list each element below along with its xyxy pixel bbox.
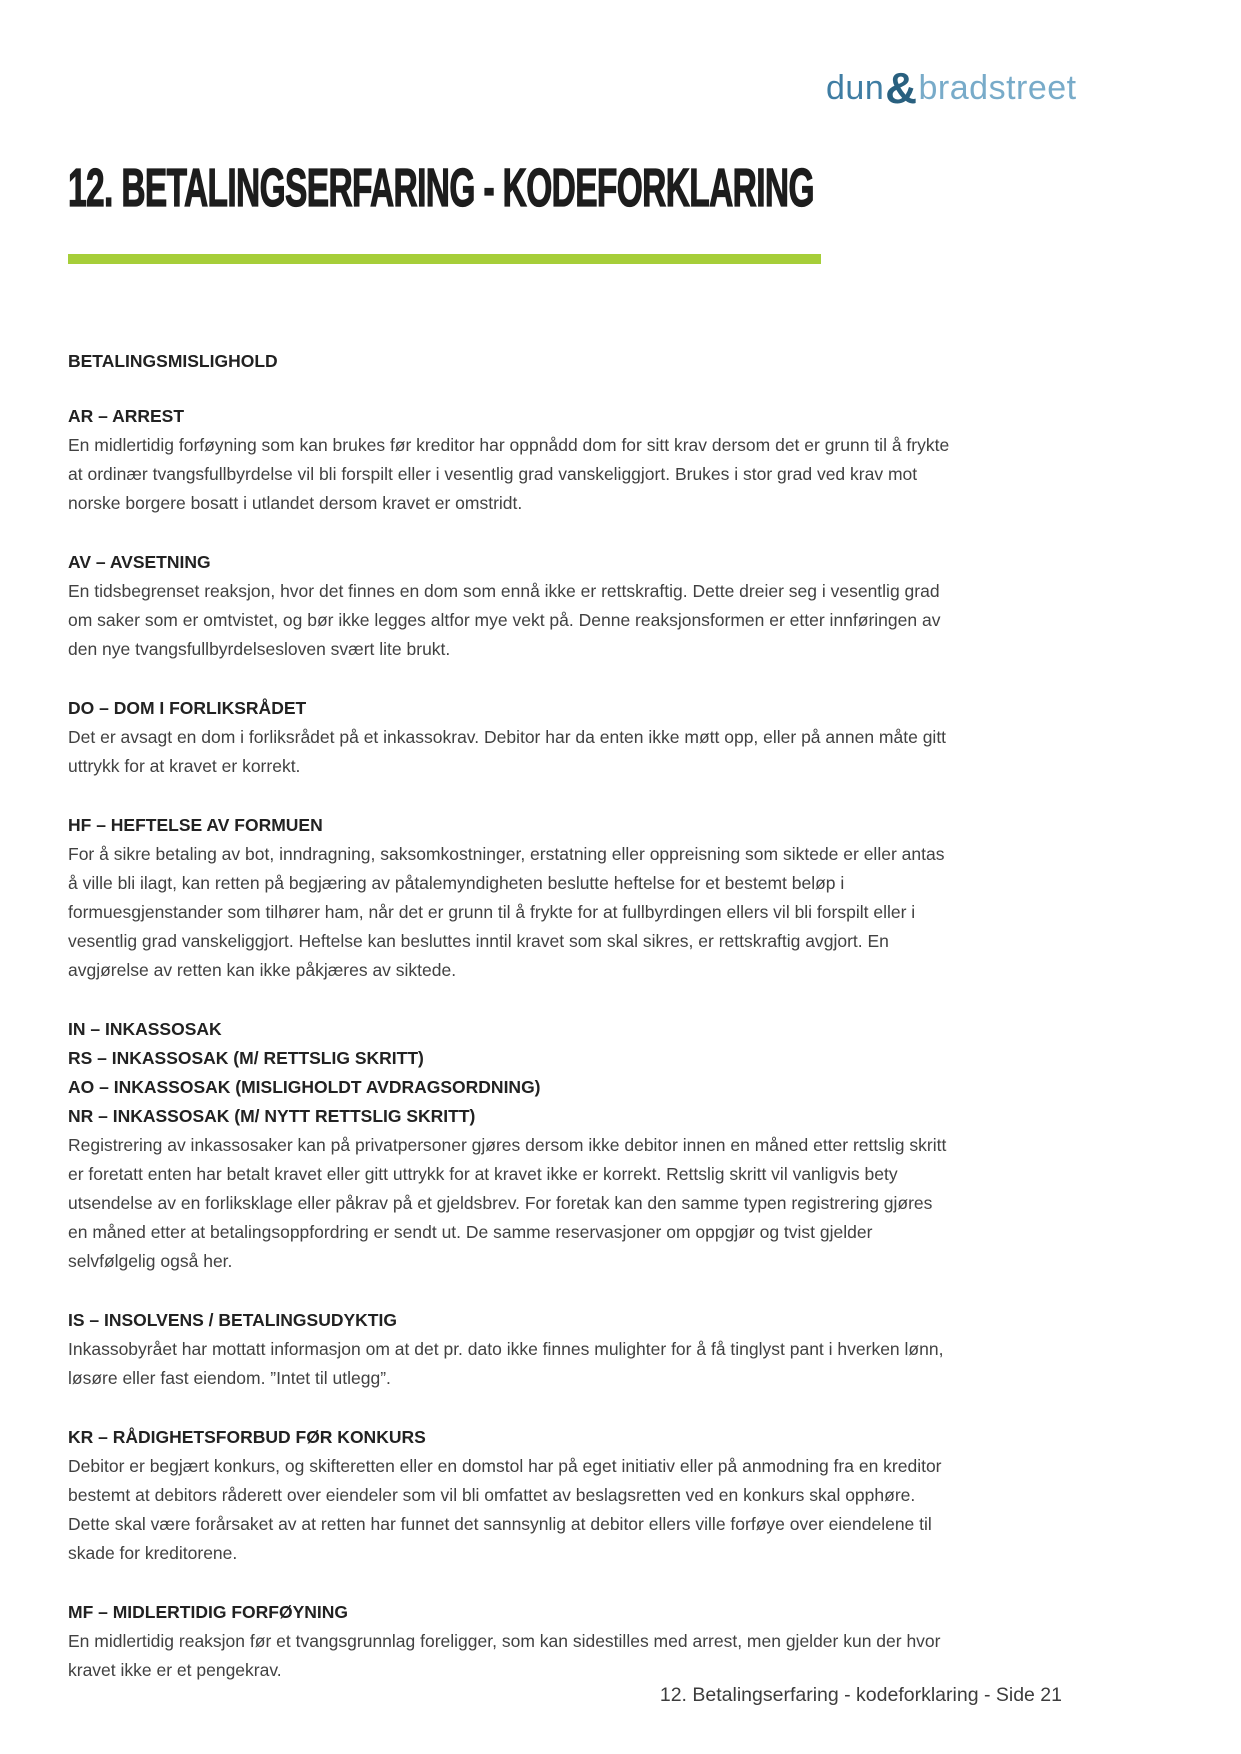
code-entry-av [68, 548, 953, 664]
dun-bradstreet-logo [826, 64, 1077, 113]
code-heading: KR – RÅDIGHETSFORBUD FØR KONKURS [68, 1427, 426, 1447]
code-description: For å sikre betaling av bot, inndragning, saksomkostninger, erstatning eller oppreisning som siktede er eller antas å ville bli ilagt, kan retten på begjæring av påtalemyndigheten beslutte heftelse for et bestemt beløp i formuesgjenstander som tilhører ham, når det er grunn til å frykte for at fullbyrdingen ellers vil bli forspilt eller i vesentlig grad vanskeliggjort. Heftelse kan besluttes inntil kravet som skal sikres, er rettskraftig avgjort. En avgjørelse av retten kan ikke påkjæres av siktede. [68, 844, 945, 980]
document-body [68, 158, 953, 1685]
code-description: Det er avsagt en dom i forliksrådet på et inkassokrav. Debitor har da enten ikke møtt opp, eller på annen måte gitt uttrykk for at kravet er korrekt. [68, 727, 947, 776]
page-footer: 12. Betalingserfaring - kodeforklaring - Side 21 [659, 1684, 1062, 1706]
code-description: En midlertidig reaksjon før et tvangsgrunnlag foreligger, som kan sidestilles med arrest, men gjelder kun der hvor kravet ikke er et pengekrav. [68, 1631, 941, 1680]
code-entry-kr [68, 1423, 953, 1568]
page-title: 12. BETALINGSERFARING - KODEFORKLARING [68, 158, 814, 218]
code-heading: AV – AVSETNING [68, 552, 211, 572]
section-label: BETALINGSMISLIGHOLD [68, 351, 278, 371]
code-description: En tidsbegrenset reaksjon, hvor det finnes en dom som ennå ikke er rettskraftig. Dette dreier seg i vesentlig grad om saker som er omtvistet, og bør ikke legges altfor mye vekt på. Denne reaksjonsformen er etter innføringen av den nye tvangsfullbyrdelsesloven svært lite brukt. [68, 581, 941, 659]
code-heading: DO – DOM I FORLIKSRÅDET [68, 698, 307, 718]
title-accent-rule [68, 254, 821, 264]
logo-text-dun: dun [826, 69, 885, 107]
code-heading: IS – INSOLVENS / BETALINGSUDYKTIG [68, 1310, 397, 1330]
code-heading: MF – MIDLERTIDIG FORFØYNING [68, 1602, 348, 1622]
code-heading: AO – INKASSOSAK (MISLIGHOLDT AVDRAGSORDNING) [68, 1077, 541, 1097]
code-entry-do [68, 694, 953, 781]
logo-text-bradstreet: bradstreet [918, 69, 1077, 107]
code-heading: IN – INKASSOSAK [68, 1019, 222, 1039]
code-heading: HF – HEFTELSE AV FORMUEN [68, 815, 323, 835]
code-description: Inkassobyrået har mottatt informasjon om at det pr. dato ikke finnes mulighter for å få tinglyst pant i hverken lønn, løsøre eller fast eiendom. ”Intet til utlegg”. [68, 1339, 944, 1388]
code-description: Registrering av inkassosaker kan på privatpersoner gjøres dersom ikke debitor innen en måned etter rettslig skritt er foretatt enten har betalt kravet eller gitt uttrykk for at kravet ikke er korrekt. Rettslig skritt vil vanligvis bety utsendelse av en forliksklage eller påkrav på et gjeldsbrev. For foretak kan den samme typen registrering gjøres en måned etter at betalingsoppfordring er sendt ut. De samme reservasjoner om oppgjør og tvist gjelder selvfølgelig også her. [68, 1135, 947, 1271]
code-heading: NR – INKASSOSAK (M/ NYTT RETTSLIG SKRITT) [68, 1106, 476, 1126]
code-heading: RS – INKASSOSAK (M/ RETTSLIG SKRITT) [68, 1048, 424, 1068]
code-entry-inkasso [68, 1015, 953, 1276]
code-description: Debitor er begjært konkurs, og skifteretten eller en domstol har på eget initiativ eller på anmodning fra en kreditor bestemt at debitors råderett over eiendeler som vil bli omfattet av beslagsretten ved en konkurs skal opphøre. Dette skal være forårsaket av at retten har funnet det sannsynlig at debitor ellers ville forføye over eiendelene til skade for kreditorene. [68, 1456, 942, 1563]
code-heading: AR – ARREST [68, 406, 185, 426]
code-entry-ar [68, 402, 953, 518]
logo-ampersand-icon: & [885, 64, 918, 113]
code-entry-hf [68, 811, 953, 985]
code-entry-is [68, 1306, 953, 1393]
code-entry-mf [68, 1598, 953, 1685]
code-description: En midlertidig forføyning som kan brukes før kreditor har oppnådd dom for sitt krav dersom det er grunn til å frykte at ordinær tvangsfullbyrdelse vil bli forspilt eller i vesentlig grad vanskeliggjort. Brukes i stor grad ved krav mot norske borgere bosatt i utlandet dersom kravet er omstridt. [68, 435, 950, 513]
